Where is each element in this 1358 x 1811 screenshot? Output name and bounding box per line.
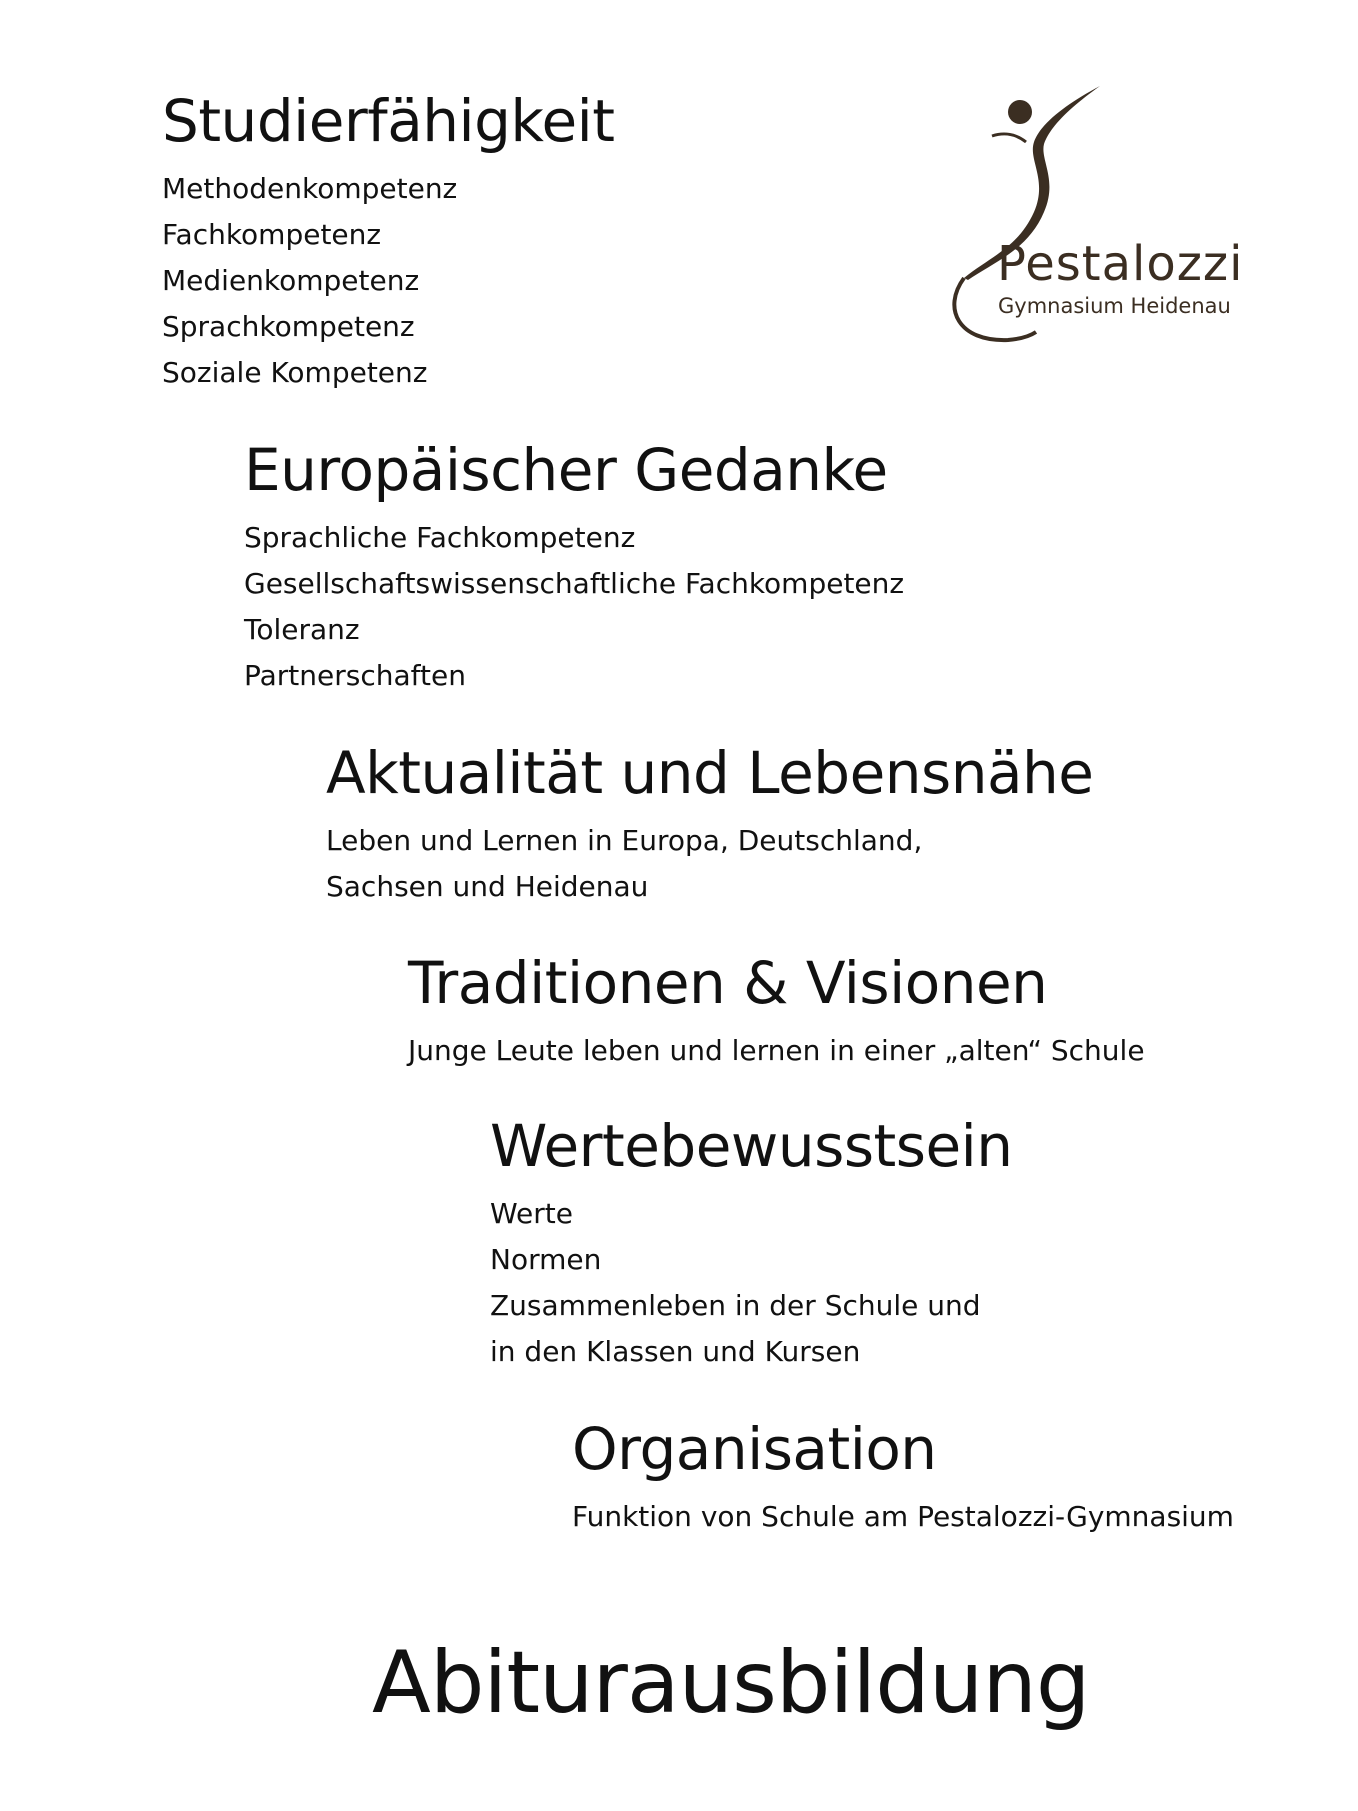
footer-title: Abiturausbildung — [372, 1633, 1090, 1733]
section-organisation — [572, 1415, 1234, 1540]
list-item: in den Klassen und Kursen — [490, 1335, 861, 1368]
section-wertebewusstsein — [490, 1112, 1013, 1375]
section-heading: Europäischer Gedanke — [244, 436, 888, 504]
section-europaeischer-gedanke — [244, 436, 905, 699]
list-item: Soziale Kompetenz — [162, 356, 428, 389]
section-list — [490, 1191, 1013, 1375]
list-item: Toleranz — [244, 613, 360, 646]
list-item: Medienkompetenz — [162, 264, 420, 297]
list-item: Gesellschaftswissenschaftliche Fachkompetenz — [244, 567, 905, 600]
section-list — [326, 818, 1093, 910]
section-aktualitaet — [326, 739, 1094, 910]
section-list — [162, 166, 615, 396]
list-item: Werte — [490, 1197, 573, 1230]
list-item: Partnerschaften — [244, 659, 466, 692]
section-list — [244, 515, 904, 699]
list-item: Sprachkompetenz — [162, 310, 415, 343]
section-traditionen — [408, 949, 1145, 1074]
section-list — [572, 1494, 1234, 1540]
section-heading: Studierfähigkeit — [162, 87, 615, 155]
section-heading: Aktualität und Lebensnähe — [326, 739, 1094, 807]
list-item: Funktion von Schule am Pestalozzi-Gymnasium — [572, 1500, 1234, 1533]
list-item: Methodenkompetenz — [162, 172, 458, 205]
logo-name: Pestalozzi — [997, 236, 1244, 292]
section-heading: Wertebewusstsein — [490, 1112, 1013, 1180]
list-item: Junge Leute leben und lernen in einer „alten“ Schule — [408, 1034, 1145, 1067]
school-logo — [948, 80, 1248, 350]
section-heading: Organisation — [572, 1415, 937, 1483]
section-list — [408, 1028, 1145, 1074]
list-item: Leben und Lernen in Europa, Deutschland, — [326, 824, 923, 857]
section-studierfaehigkeit — [162, 87, 615, 396]
list-item: Fachkompetenz — [162, 218, 382, 251]
logo-subtitle: Gymnasium Heidenau — [998, 294, 1231, 318]
list-item: Sprachliche Fachkompetenz — [244, 521, 636, 554]
list-item: Sachsen und Heidenau — [326, 870, 649, 903]
section-heading: Traditionen & Visionen — [408, 949, 1048, 1017]
list-item: Zusammenleben in der Schule und — [490, 1289, 981, 1322]
list-item: Normen — [490, 1243, 602, 1276]
